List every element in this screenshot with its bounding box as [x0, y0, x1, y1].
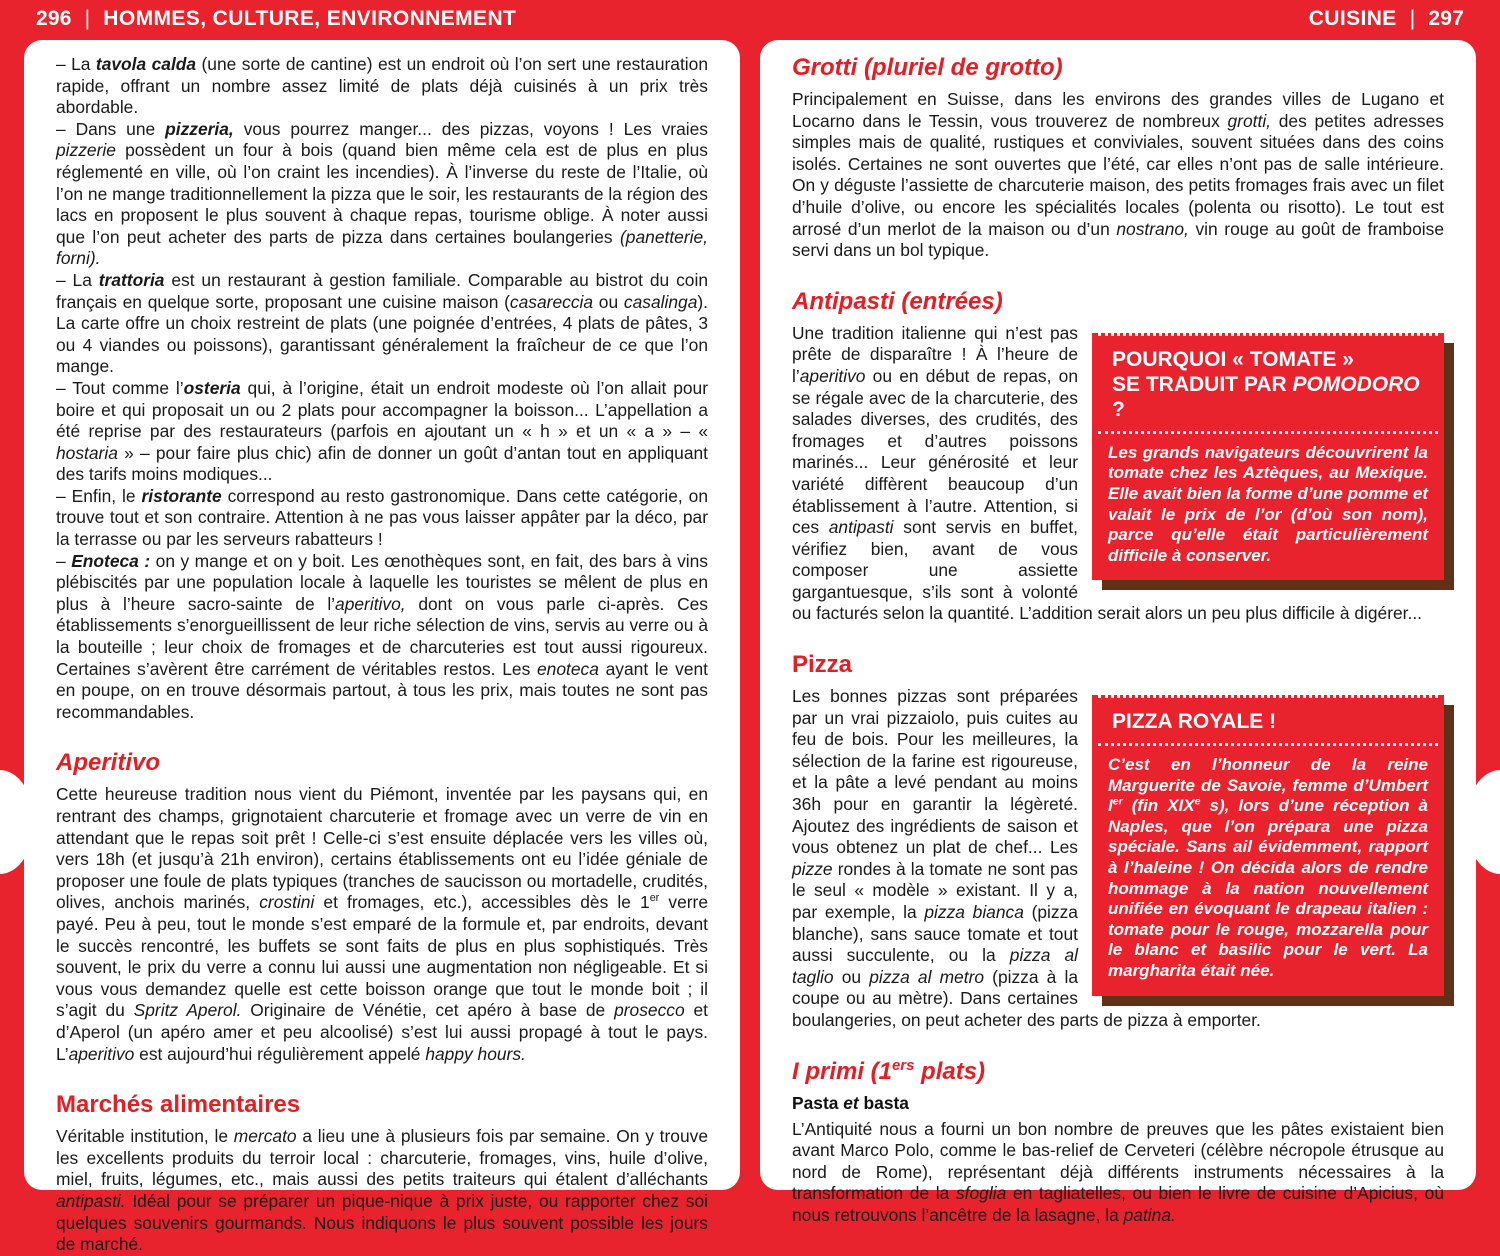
right-column [760, 40, 1476, 1225]
left-column [24, 40, 740, 1255]
page-header [0, 0, 1500, 40]
subheading-pasta-et-basta: Pasta et basta [792, 1092, 909, 1113]
callout-body-pizza-royale: C’est en l’honneur de la reine Marguerite de Savoie, femme d’Umbert Ier (fin XIXe s), lors d’une réception à Naples, que l’on prépara une pizza spéciale. Sans ail évidemment, rapport à l’haleine ! On décida alors de rendre hommage à la nation nouvellement unifiée en évoquant le drapeau italien : tomate pour le rouge, mozzarella pour le blanc et basilic pour le vert. La margharita était née. [1108, 755, 1429, 980]
header-separator-left: | [84, 7, 91, 30]
callout-pizza-royale [1092, 690, 1444, 996]
callout-title-line-2: SE TRADUIT PAR POMODORO ? [1112, 372, 1420, 421]
callout-pourquoi-tomate [1092, 328, 1444, 581]
header-section-right: CUISINE [1308, 7, 1397, 30]
paragraph-aperitivo: Cette heureuse tradition nous vient du Piémont, inventée par les paysans qui, en rentrant des champs, grignotaient charcuterie et fromage avec un verre de vin en attendant que le repas soit prêt ! Celle-ci s’est ensuite déplacée vers les villes où, vers 18h (et jusqu’à 21h environ), certains établissements ont eu l’idée géniale de proposer une foule de plats typiques (tranches de saucisson ou mortadelle, crudités, olives, anchois marinés, crostini et fromages, etc.), accessibles dès le 1er verre payé. Peu à peu, tout le monde s’est emparé de la formule et, par endroits, devant le succès rencontré, les buffets se sont faits de plus en plus sophistiqués. Très souvent, le prix du verre a connu lui aussi une augmentation non négligeable. Et si vous vous demandez quelle est cette boisson orange que tout le monde boit ; il s’agit du Spritz Aperol. Originaire de Vénétie, cet apéro à base de prosecco et d’Aperol (un apéro amer et peu alcoolisé) s’est lui aussi propagé à tout le pays. L’aperitivo est aujourd’hui régulièrement appelé happy hours. [56, 784, 708, 1064]
paragraph-ristorante: – Enfin, le ristorante correspond au resto gastronomique. Dans cette catégorie, on trouve tout et son contraire. Attention à ne pas vous laisser appâter par la déco, par la terrasse ou par les serveurs rabatteurs ! [56, 485, 708, 550]
left-page-sheet [24, 40, 740, 1255]
callout-title-line-1: POURQUOI « TOMATE » [1112, 347, 1354, 371]
heading-marches-alimentaires: Marchés alimentaires [56, 1091, 301, 1119]
paragraph-enoteca: – Enoteca : on y mange et on y boit. Les œnothèques sont, en fait, des bars à vins plébiscités par une population locale à laquelle les touristes se mêlent de plus en plus à l’heure sacro-sainte de l’aperitivo, dont on vous parle ci-après. Ces établissements s’enorgueillissent de leur riche sélection de vins, servis au verre ou à la bouteille ; leur choix de fromages et de charcuteries est tout aussi rigoureux. Certaines s’avèrent être carrément de véritables restos. Les enoteca ayant le vent en poupe, on en trouve désormais partout, à tous les prix, mais toutes ne sont pas recommandables. [56, 550, 708, 722]
callout-title-tomate [1098, 333, 1438, 434]
paragraph-grotti: Principalement en Suisse, dans les environs des grandes villes de Lugano et Locarno dans le Tessin, vous trouverez de nombreux grotti, des petites adresses simples mais de qualité, rustiques et conviviales, souvent situées dans des coins isolés. Certaines ne sont ouvertes que l’été, car elles n’ont pas de salle intérieure. On y déguste l’assiette de charcuterie maison, des petits fromages frais avec un filet d’huile d’olive, ou encore les spécialités locales (polenta ou risotto). Le tout est arrosé d’un merlot de la maison ou d’un nostrano, vin rouge au goût de framboise servi dans un bol typique. [792, 89, 1444, 261]
callout-title-pizza-royale: PIZZA ROYALE ! [1098, 695, 1438, 746]
paragraph-pizza: Les bonnes pizzas sont préparées par un vrai pizzaiolo, puis cuites au feu de bois. Pour les meilleures, la sélection de la farine est rigoureuse, et la pâte a levé pendant au moins 36h pour en garantir la légèreté. Ajoutez des ingrédients de saison et vous obtenez un plat de chef... Les pizze rondes à la tomate ne sont pas le seul « modèle » existant. Il y a, par exemple, la pizza bianca (pizza blanche), sans sauce tomate et tout aussi succulente, ou la pizza al taglio ou pizza al metro (pizza à la coupe ou au mètre). Dans certaines boulangeries, on peut acheter des parts de pizza à emporter. [792, 686, 1261, 1030]
paragraph-antipasti: Une tradition italienne qui n’est pas prête de disparaître ! À l’heure de l’aperitivo ou en début de repas, on se régale avec de la charcuterie, des salades diverses, des crudités, des fromages et d’autres poissons marinés... Leur générosité et leur variété diffèrent beaucoup d’un établissement à l’autre. Attention, si ces antipasti sont servis en buffet, vérifiez bien, avant de vous composer une assiette gargantuesque, s’ils sont à volonté ou facturés selon la quantité. L’addition serait alors un peu plus difficile à digérer... [792, 322, 1423, 624]
heading-grotti: Grotti (pluriel de grotto) [792, 54, 1063, 81]
header-separator-right: | [1409, 7, 1416, 30]
heading-pizza: Pizza [792, 651, 853, 679]
header-section-left: HOMMES, CULTURE, ENVIRONNEMENT [103, 7, 517, 30]
paragraph-i-primi: L’Antiquité nous a fourni un bon nombre de preuves que les pâtes existaient bien avant Marco Polo, comme le bas-relief de Cerveteri (célèbre nécropole étrusque au nord de Rome), représentant déjà différents instruments nécessaires à la transformation de la sfoglia en tagliatelles, ou bien le livre de cuisine d’Apicius, où nous retrouvons l’ancêtre de la lasagne, la patina. [792, 1118, 1444, 1225]
paragraph-marches: Véritable institution, le mercato a lieu une à plusieurs fois par semaine. On y trouve les excellents produits du terroir local : charcuterie, fromages, vins, huile d’olive, miel, fruits, légumes, etc., mais aussi des petits traiteurs qui étalent d’alléchants antipasti. Idéal pour se préparer un pique-nique à prix juste, ou rapporter chez soi quelques souvenirs gourmands. Nous indiquons le plus souvent possible les jours de marché. [56, 1126, 708, 1255]
page-number-right: 297 [1428, 7, 1464, 30]
paragraph-tavola-calda: – La tavola calda (une sorte de cantine) est un endroit où l’on sert une restauration rapide, offrant un nombre assez limité de plats déjà cuisinés à un prix très abordable. [56, 54, 708, 118]
callout-body-tomate: Les grands navigateurs découvrirent la tomate chez les Aztèques, au Mexique. Elle avait bien la forme d’une pomme et valait le prix de l’or (d’où son nom), parce qu’elle était particulièrement difficile à conserver. [1108, 442, 1428, 565]
paragraph-pizzeria: – Dans une pizzeria, vous pourrez manger... des pizzas, voyons ! Les vraies pizzerie possèdent un four à bois (quand bien même cela est de plus en plus réglementé en ville, où l’on craint les incendies). À l’inverse du reste de l’Italie, où l’on ne mange traditionnellement la pizza que le soir, les restaurants de la région des lacs en proposent le plus souvent à chaque repas, tourisme oblige. À noter aussi que l’on peut acheter des parts de pizza dans certaines boulangeries (panetterie, forni). [56, 118, 708, 269]
page-number-left: 296 [36, 7, 72, 30]
callout-box [1092, 695, 1444, 996]
right-page-sheet [760, 40, 1476, 1225]
paragraph-osteria: – Tout comme l’osteria qui, à l’origine, était un endroit modeste où l’on allait pour boire et qui proposait un ou 2 plats pour accompagner la boisson... L’appellation a été reprise par des restaurateurs (parfois en ajoutant un « h » et un « a » – « hostaria » – pour faire plus chic) afin de donner un goût d’antan tout en appliquant des tarifs moins modiques... [56, 377, 708, 485]
paragraph-trattoria: – La trattoria est un restaurant à gestion familiale. Comparable au bistrot du coin français en quelque sorte, proposant une cuisine maison (casareccia ou casalinga). La carte offre un choix restreint de plats (une poignée d’entrées, 4 plats de pâtes, 3 ou 4 viandes ou poissons), garantissant généralement la fraîcheur de ce que l’on mange. [56, 269, 708, 377]
header-right [1309, 7, 1464, 31]
heading-aperitivo: Aperitivo [56, 749, 161, 777]
callout-box [1092, 333, 1444, 581]
heading-i-primi: I primi (1ers plats) [792, 1057, 986, 1085]
header-left [36, 7, 516, 31]
heading-antipasti: Antipasti (entrées) [792, 287, 1003, 315]
